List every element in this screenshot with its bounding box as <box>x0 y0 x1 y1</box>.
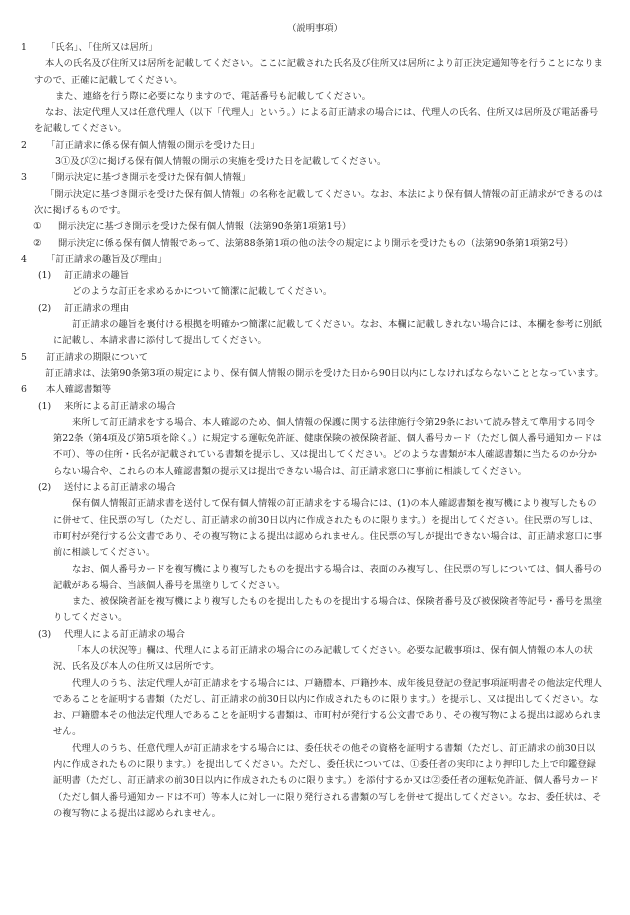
list-item-text: 開示決定に係る保有個人情報であって、法第88条第1項の他の法令の規定により開示を受けたもの（法第90条第1項第2号） <box>58 237 574 249</box>
paragraph: 代理人のうち、任意代理人が訂正請求をする場合には、委任状その他その資格を証明する書類（ただし、訂正請求の前30日以内に作成されたものに限ります。）を提出してください。ただし、委任状については、①委任者の実印により押印した上で印鑑登録証明書（ただし、訂正請求の前30日以内に作成されたものに限ります。）を添付するか又は②委任者の運転免許証、個人番号カード（ただし個人番号通知カードは不可）等本人に対し一に限り発行される書類の写しを併せて提出してください。なお、委任状は、その複写物による提出は認められません。 <box>53 742 602 819</box>
subsection-number: (3) <box>38 628 52 640</box>
section-number: 1 <box>21 42 27 53</box>
subsection-number: (2) <box>38 482 52 494</box>
list-item-number: ① <box>33 221 42 233</box>
document-title: （説明事項） <box>287 23 343 34</box>
paragraph: 訂正請求は、法第90条第3項の規定により、保有個人情報の開示を受けた日から90日以内にしなければならないこととなっています。 <box>45 367 604 379</box>
paragraph: 代理人のうち、法定代理人が訂正請求をする場合には、戸籍謄本、戸籍抄本、成年後見登記の登記事項証明書その他法定代理人であることを証明する書類（ただし、訂正請求の前30日以内に作成されたものに限ります。）を提示し、又は提出してください。なお、戸籍謄本その他法定代理人であることを証明する書類は、市町村が発行する公文書であり、その複写物による提出は認められません。 <box>53 677 602 738</box>
subsection-heading <box>0 399 630 415</box>
subsection-heading-text: 送付による訂正請求の場合 <box>64 482 176 494</box>
subsection-heading <box>0 268 630 284</box>
section-heading-text: 「訂正請求の趣旨及び理由」 <box>46 253 167 265</box>
paragraph: どのような訂正を求めるかについて簡潔に記載してください。 <box>72 286 333 298</box>
list-item-text: 開示決定に基づき開示を受けた保有個人情報（法第90条第1項第1号） <box>58 221 352 233</box>
section-heading <box>0 350 630 366</box>
subsection-heading <box>0 627 630 643</box>
section-2 <box>0 138 630 171</box>
paragraph: 「開示決定に基づき開示を受けた保有個人情報」の名称を記載してください。なお、本法により保有個人情報の訂正請求ができるのは次に掲げるものです。 <box>34 188 603 216</box>
list-item <box>0 219 630 235</box>
subsection-number: (1) <box>38 400 52 412</box>
list-item-number: ② <box>33 237 42 249</box>
paragraph: 来所して訂正請求をする場合、本人確認のため、個人情報の保護に関する法律施行令第29条において読み替えて準用する同令第22条（第4項及び第5項を除く。）に規定する運転免許証、健康保険の被保険者証、個人番号カード（ただし個人番号通知カードは不可）、等の住所・氏名が記載されている書類を提示し、又は提出してください。どのような書類が本人確認書類に当たるのか分からない場合や、これらの本人確認書類の提示又は提出できない場合は、訂正請求窓口に事前に相談してください。 <box>53 416 602 477</box>
section-number: 3 <box>21 172 27 184</box>
paragraph: なお、個人番号カードを複写機により複写したものを提出する場合は、表面のみ複写し、住民票の写しについては、個人番号の記載がある場合、当該個人番号を黒塗りしてください。 <box>53 563 602 591</box>
section-heading <box>0 382 630 398</box>
section-6 <box>0 382 630 822</box>
section-3 <box>0 170 630 251</box>
section-4 <box>0 252 630 350</box>
paragraph: 本人の氏名及び住所又は居所を記載してください。ここに記載された氏名及び住所又は居所により訂正決定通知等を行うことになりますので、正確に記載してください。 <box>34 58 603 86</box>
section-heading <box>0 138 630 154</box>
section-heading <box>0 40 630 56</box>
section-heading-text: 訂正請求の期限について <box>46 351 149 363</box>
paragraph: 訂正請求の趣旨を裏付ける根拠を明確かつ簡潔に記載してください。なお、本欄に記載しきれない場合には、本欄を参考に別紙に記載し、本請求書に添付して提出してください。 <box>53 319 602 347</box>
paragraph: また、連絡を行う際に必要になりますので、電話番号も記載してください。 <box>55 90 371 102</box>
section-number: 6 <box>21 384 27 396</box>
subsection-heading-text: 訂正請求の理由 <box>64 302 130 314</box>
subsection-heading-text: 来所による訂正請求の場合 <box>64 400 176 412</box>
section-heading <box>0 252 630 268</box>
section-number: 4 <box>21 253 27 265</box>
subsection-heading-text: 代理人による訂正請求の場合 <box>64 628 185 640</box>
paragraph: 「本人の状況等」欄は、代理人による訂正請求の場合にのみ記載してください。必要な記載事項は、保有個人情報の本人の状況、氏名及び本人の住所又は居所です。 <box>53 644 593 673</box>
subsection-heading <box>0 480 630 496</box>
list-item <box>0 236 630 252</box>
paragraph: 保有個人情報訂正請求書を送付して保有個人情報の訂正請求をする場合には、(1)の本人確認書類を複写機により複写したものに併せて、住民票の写し（ただし、訂正請求の前30日以内に作成されたものに限ります。）を提出してください。住民票の写しは、市町村が発行する公文書であり、その複写物による提出は認められません。住民票の写しが提出できない場合は、訂正請求窓口に事前に相談してください。 <box>53 498 603 559</box>
subsection-number: (2) <box>38 302 52 314</box>
section-heading-text: 「開示決定に基づき開示を受けた保有個人情報」 <box>46 172 251 184</box>
section-heading-text: 本人確認書類等 <box>46 384 112 396</box>
paragraph: また、被保険者証を複写機により複写したものを提出したものを提出する場合は、保険者番号及び被保険者等記号・番号を黒塗りしてください。 <box>53 596 602 624</box>
section-heading-text: 「氏名」、「住所又は居所」 <box>46 42 158 53</box>
paragraph: なお、法定代理人又は任意代理人（以下「代理人」という。）による訂正請求の場合には、代理人の氏名、住所又は居所及び電話番号を記載してください。 <box>34 107 599 135</box>
section-number: 5 <box>21 351 27 363</box>
section-5 <box>0 350 630 383</box>
section-heading <box>0 170 630 186</box>
subsection-heading-text: 訂正請求の趣旨 <box>64 270 130 282</box>
section-1 <box>0 40 630 138</box>
section-heading-text: 「訂正請求に係る保有個人情報の開示を受けた日」 <box>46 139 260 151</box>
subsection-heading <box>0 301 630 317</box>
section-number: 2 <box>21 139 27 151</box>
paragraph: 3①及び②に掲げる保有個人情報の開示の実施を受けた日を記載してください。 <box>55 156 387 168</box>
subsection-number: (1) <box>38 270 52 282</box>
